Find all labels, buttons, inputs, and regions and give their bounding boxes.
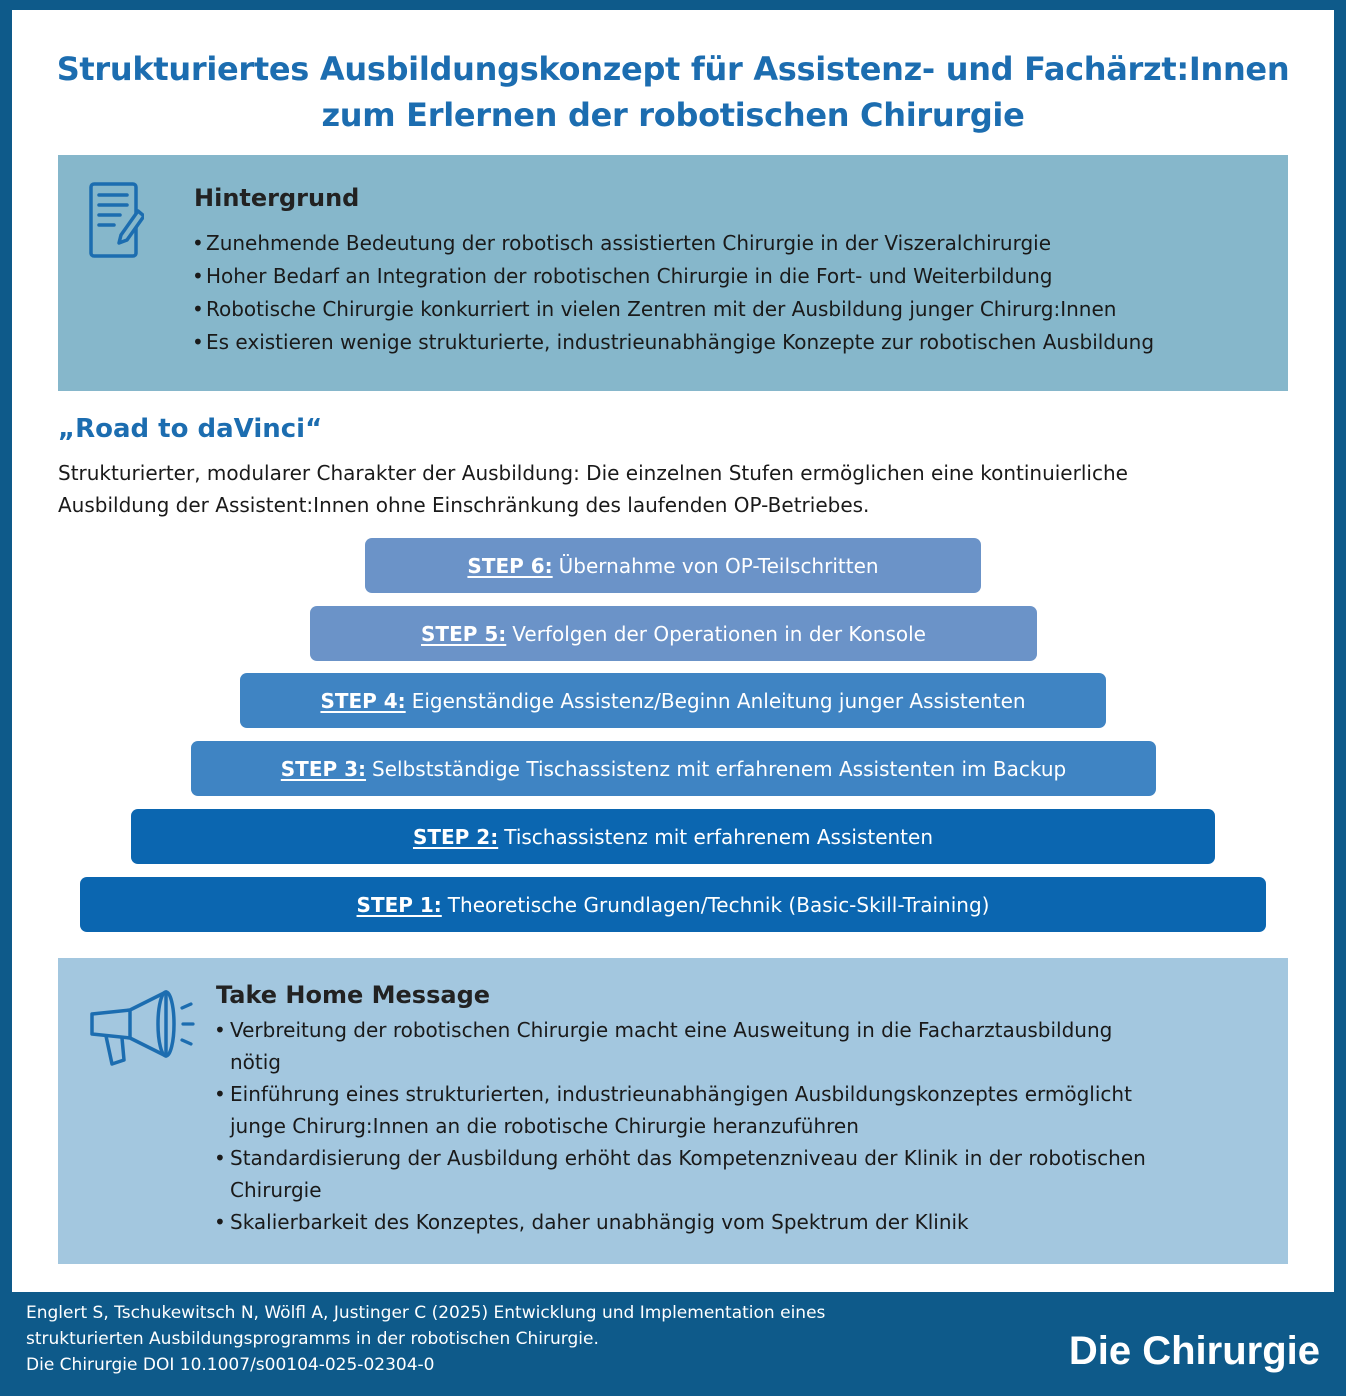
step-4 — [240, 673, 1106, 728]
step-label: STEP 2: — [412, 824, 499, 849]
journal-logo: Die Chirurgie — [1068, 1329, 1320, 1373]
road-description — [58, 457, 1288, 521]
step-text: Eigenständige Assistenz/Beginn Anleitung junger Assistenten — [411, 688, 1026, 713]
step-label: STEP 1: — [356, 892, 442, 917]
take-home-heading: Take Home Message — [216, 981, 491, 1009]
step-text: Übernahme von OP-Teilschritten — [558, 553, 879, 578]
step-label: STEP 6: — [467, 553, 553, 578]
list-item-line: nötig — [230, 1050, 282, 1074]
list-item-line: • Verbreitung der robotischen Chirurgie macht eine Ausweitung in die Facharztausbildung — [230, 1018, 1113, 1042]
step-5 — [310, 606, 1037, 661]
step-label: STEP 4: — [320, 688, 406, 713]
document-edit-icon — [88, 181, 144, 265]
list-item: • Robotische Chirurgie konkurriert in vielen Zentren mit der Ausbildung junger Chirurg:Innen — [192, 293, 1154, 326]
list-item — [214, 1142, 1274, 1206]
road-description-line: Ausbildung der Assistent:Innen ohne Einschränkung des laufenden OP-Betriebes. — [58, 493, 870, 517]
step-2 — [131, 809, 1215, 864]
background-section — [58, 155, 1288, 391]
title-line: Strukturiertes Ausbildungskonzept für Assistenz- und Fachärzt:Innen — [56, 50, 1290, 88]
list-item — [214, 1078, 1274, 1142]
citation-line: Die Chirurgie DOI 10.1007/s00104-025-02304-0 — [26, 1355, 435, 1375]
step-label: STEP 5: — [421, 621, 507, 646]
step-text: Theoretische Grundlagen/Technik (Basic-Skill-Training) — [447, 892, 990, 917]
list-item: • Zunehmende Bedeutung der robotisch assistierten Chirurgie in der Viszeralchirurgie — [192, 227, 1154, 260]
list-item — [214, 1014, 1274, 1078]
step-text: Verfolgen der Operationen in der Konsole — [512, 621, 926, 646]
step-text: Selbstständige Tischassistenz mit erfahrenem Assistenten im Backup — [372, 756, 1067, 781]
citation-line: strukturierten Ausbildungsprogramms in der robotischen Chirurgie. — [26, 1329, 599, 1349]
citation-line: Englert S, Tschukewitsch N, Wölfl A, Justinger C (2025) Entwicklung und Implementation eines — [26, 1303, 826, 1323]
take-home-list — [214, 1014, 1274, 1238]
megaphone-icon — [88, 986, 198, 1076]
list-item-line: Chirurgie — [230, 1178, 322, 1202]
citation — [26, 1300, 986, 1378]
list-item: • Es existieren wenige strukturierte, industrieunabhängige Konzepte zur robotischen Ausbildung — [192, 326, 1154, 359]
step-3 — [191, 741, 1156, 796]
step-label: STEP 3: — [280, 756, 367, 781]
list-item: • Hoher Bedarf an Integration der robotischen Chirurgie in die Fort- und Weiterbildung — [192, 260, 1154, 293]
step-1 — [80, 877, 1266, 932]
infographic-card — [12, 10, 1334, 1292]
list-item-line: junge Chirurg:Innen an die robotische Chirurgie heranzuführen — [230, 1114, 859, 1138]
list-item-line: • Skalierbarkeit des Konzeptes, daher unabhängig vom Spektrum der Klinik — [230, 1210, 969, 1234]
title-line: zum Erlernen der robotischen Chirurgie — [321, 96, 1025, 134]
background-heading: Hintergrund — [194, 184, 360, 212]
take-home-section — [58, 958, 1288, 1264]
road-description-line: Strukturierter, modularer Charakter der Ausbildung: Die einzelnen Stufen ermöglichen eine kontinuierliche — [58, 461, 1128, 485]
step-6 — [365, 538, 981, 593]
background-list — [192, 227, 1154, 359]
road-title: „Road to daVinci“ — [58, 414, 323, 444]
list-item — [214, 1206, 1274, 1238]
list-item-line: • Standardisierung der Ausbildung erhöht das Kompetenzniveau der Klinik in der robotischen — [230, 1146, 1146, 1170]
page-title — [12, 46, 1334, 138]
list-item-line: • Einführung eines strukturierten, industrieunabhängigen Ausbildungskonzeptes ermöglicht — [230, 1082, 1132, 1106]
step-text: Tischassistenz mit erfahrenem Assistenten — [504, 824, 934, 849]
